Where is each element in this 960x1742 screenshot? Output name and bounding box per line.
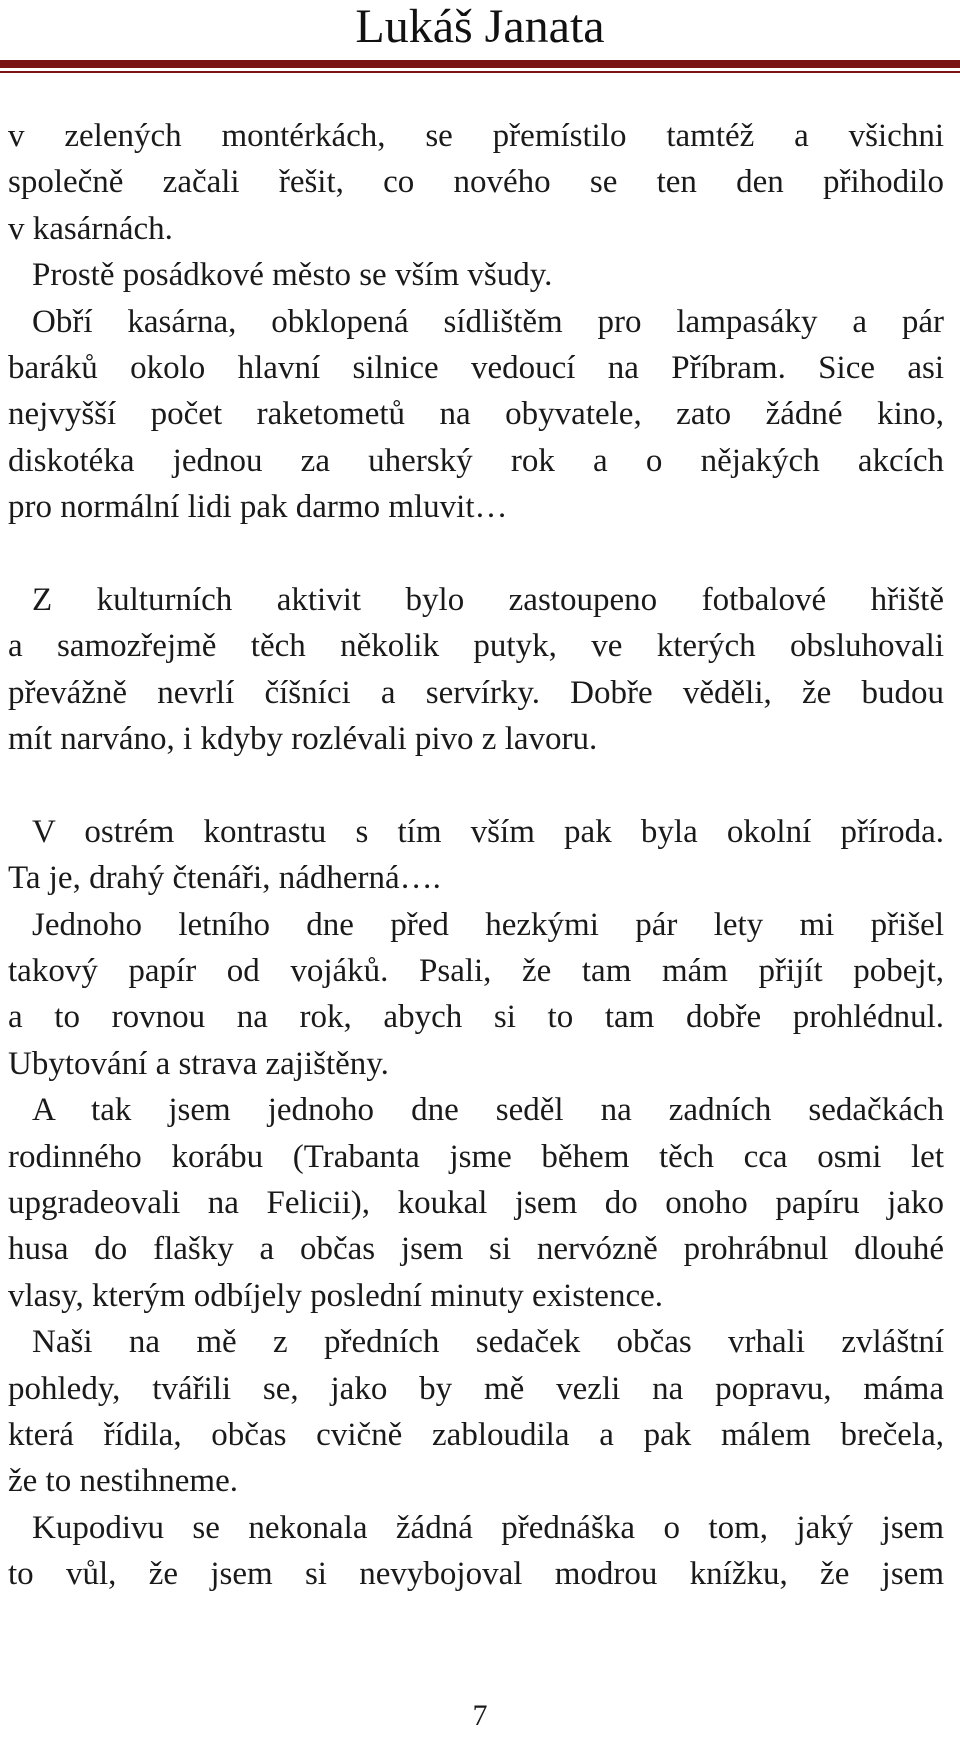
page-header-author: Lukáš Janata xyxy=(355,0,605,53)
text-line: převážně nevrlí číšníci a servírky. Dobře věděli, že budou xyxy=(8,674,944,711)
text-line: Kupodivu se nekonala žádná přednáška o tom, jaký jsem xyxy=(32,1509,944,1546)
text-line: diskotéka jednou za uherský rok a o nějakých akcích xyxy=(8,442,944,479)
text-line: v kasárnách. xyxy=(8,210,173,247)
text-line: že to nestihneme. xyxy=(8,1463,239,1500)
text-line: vlasy, kterým odbíjely poslední minuty existence. xyxy=(8,1277,663,1314)
text-line: a samozřejmě těch několik putyk, ve kterých obsluhovali xyxy=(8,628,944,665)
text-line: Ubytování a strava zajištěny. xyxy=(8,1045,389,1082)
text-line: a to rovnou na rok, abych si to tam dobře prohlédnul. xyxy=(8,999,944,1036)
text-line: husa do flašky a občas jsem si nervózně prohrábnul dlouhé xyxy=(8,1231,944,1268)
text-line: Obří kasárna, obklopená sídlištěm pro lampasáky a pár xyxy=(32,303,944,340)
text-line: společně začali řešit, co nového se ten den přihodilo xyxy=(8,164,944,201)
text-line: V ostrém kontrastu s tím vším pak byla okolní příroda. xyxy=(32,813,944,850)
text-line: baráků okolo hlavní silnice vedoucí na Příbram. Sice asi xyxy=(8,349,944,386)
text-line: A tak jsem jednoho dne seděl na zadních sedačkách xyxy=(32,1092,944,1129)
header-rule-thin xyxy=(0,71,960,73)
header-rule-thick xyxy=(0,60,960,68)
page-number: 7 xyxy=(472,1699,488,1732)
text-line: v zelených montérkách, se přemístilo tamtéž a všichni xyxy=(8,118,944,154)
text-line: to vůl, že jsem si nevybojoval modrou knížku, že jsem xyxy=(8,1556,944,1593)
text-line: mít narváno, i kdyby rozlévali pivo z lavoru. xyxy=(8,721,598,758)
paragraph-gap xyxy=(8,762,944,808)
text-line: Prostě posádkové město se vším všudy. xyxy=(32,257,553,294)
text-line: Z kulturních aktivit bylo zastoupeno fotbalové hřiště xyxy=(32,581,944,618)
text-line: upgradeovali na Felicii), koukal jsem do onoho papíru jako xyxy=(8,1184,944,1221)
text-line: pohledy, tvářili se, jako by mě vezli na popravu, máma xyxy=(8,1370,944,1407)
paragraph-gap xyxy=(8,531,944,577)
text-line: Ta je, drahý čtenáři, nádherná…. xyxy=(8,860,441,897)
text-line: Jednoho letního dne před hezkými pár lety mi přišel xyxy=(32,906,944,943)
text-line: Naši na mě z předních sedaček občas vrhali zvláštní xyxy=(32,1324,944,1361)
text-line: pro normální lidi pak darmo mluvit… xyxy=(8,489,508,526)
body-text xyxy=(8,113,944,1598)
text-line: takový papír od vojáků. Psali, že tam mám přijít pobejt, xyxy=(8,953,944,990)
text-line: rodinného korábu (Trabanta jsme během těch cca osmi let xyxy=(8,1138,944,1175)
text-line: která řídila, občas cvičně zabloudila a pak málem brečela, xyxy=(8,1416,944,1453)
text-line: nejvyšší počet raketometů na obyvatele, zato žádné kino, xyxy=(8,396,944,433)
